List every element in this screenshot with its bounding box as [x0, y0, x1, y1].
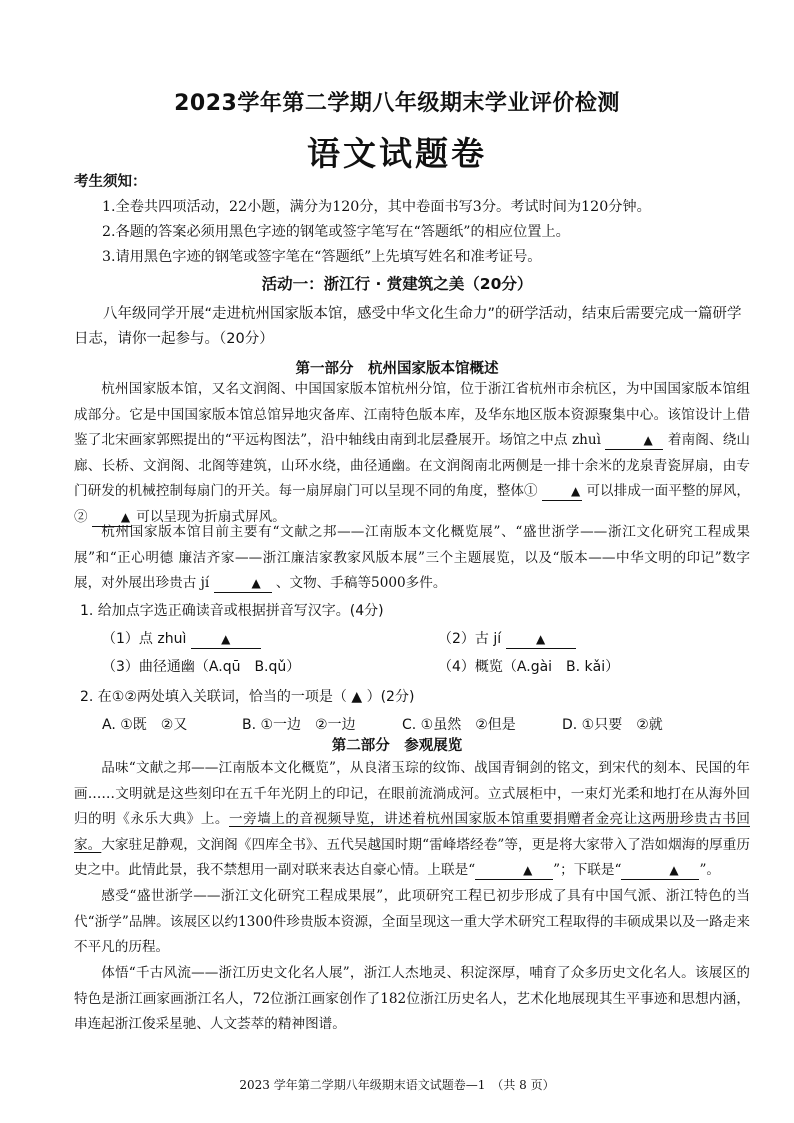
q1-row-2	[80, 653, 756, 681]
part1-p2-text-a: 杭州国家版本馆目前主要有“文献之邦——江南版本文化概览展”、“盛世浙学——浙江文化研究工程成果展”和“正心明德 廉洁齐家——浙江廉洁家教家风版本展”三个主题展览，以及“版本——中华文明的印记”数字展，对外展出珍贵古 jí	[74, 524, 750, 592]
question-1	[80, 597, 756, 739]
part2-p1-text-b: 大家驻足静观，文润阁《四库全书》、五代吴越国时期“雷峰塔经卷”等，更是将大家带入了浩如烟海的厚重历史之中。此情此景，我不禁想用一副对联来表达自豪心情。上联是“	[74, 836, 750, 879]
part1-p1-text-c: 可以排成一面平整的屏风，②	[74, 483, 751, 525]
answer-blank[interactable]	[506, 630, 576, 649]
activity1-intro: 八年级同学开展“走进杭州国家版本馆，感受中华文化生命力”的研学活动，结束后需要完成一篇研学日志，请你一起参与。（20分）	[74, 306, 742, 347]
part2-paragraph-3: 体悟“千古风流——浙江历史文化名人展”，浙江人杰地灵、积淀深厚，哺育了众多历史文化名人。该展区的特色是浙江画家画浙江名人，72位浙江画家创作了182位浙江历史名人，艺术化地展现其生平事迹和思想内涵，串连起浙江俊采星驰、人文荟萃的精神图谱。	[74, 965, 750, 1033]
notice-item: 3.请用黑色字迹的钢笔或签字笔在“答题纸”上先填写姓名和准考证号。	[102, 249, 542, 265]
answer-blank[interactable]	[605, 431, 663, 450]
page-footer: 2023 学年第二学期八年级期末语文试题卷—1 （共 8 页）	[239, 1078, 555, 1092]
q2-option-a[interactable]: A. ①既 ②又	[102, 717, 188, 733]
q1-item-2	[438, 625, 576, 653]
answer-blank[interactable]	[621, 861, 699, 880]
part2-p1-text-d: ”。	[699, 862, 720, 879]
q2-option-c[interactable]: C. ①虽然 ②但是	[402, 717, 516, 733]
part1-p1-text-b: 着南阁、绕山廊、长桥、文润阁、北阁等建筑，山环水绕，曲径通幽。在文润阁南北两侧是一排十余米的龙泉青瓷屏扇，由专门研发的机械控制每扇门的开关。每一扇屏扇门可以呈现不同的角度，整体①	[74, 432, 750, 500]
q1-item-3: （3）曲径通幽（A.qū B.qǔ）	[102, 659, 301, 675]
part1-p1-text-a: 杭州国家版本馆，又名文润阁、中国国家版本馆杭州分馆，位于浙江省杭州市余杭区，为中国国家版本馆组成部分。它是中国国家版本馆总馆异地灾备库、江南特色版本库，及华东地区版本资源聚集中心。该馆设计上借鉴了北宋画家郭熙提出的“平远构图法”，沿中轴线由南到北层叠展开。场馆之中点 zhuì	[74, 381, 750, 449]
part2-paragraph-1	[74, 756, 750, 884]
notice-item: 1.全卷共四项活动，22小题，满分为120分，其中卷面书写3分。考试时间为120分钟。	[102, 199, 651, 215]
part1-p2-text-b: 、文物、手稿等5000多件。	[275, 575, 447, 592]
triangle-icon: ▲	[643, 433, 653, 448]
triangle-icon: ▲	[523, 863, 533, 878]
q1-stem: 1. 给加点字选正确读音或根据拼音写汉字。(4分)	[80, 603, 384, 619]
triangle-icon: ▲	[251, 576, 261, 591]
notice-list	[74, 195, 750, 270]
notice-item: 2.各题的答案必须用黑色字迹的钢笔或签字笔写在“答题纸”的相应位置上。	[102, 224, 570, 240]
q2-option-b[interactable]: B. ①一边 ②一边	[242, 717, 356, 733]
part2-p1-text-c: ”；下联是“	[553, 862, 622, 879]
exam-subtitle: 语文试题卷	[307, 134, 487, 173]
exam-title: 2023学年第二学期八年级期末学业评价检测	[174, 91, 620, 116]
part2-title: 第二部分 参观展览	[331, 738, 463, 754]
q1-item-1	[80, 625, 438, 653]
q1-row-1	[80, 625, 756, 653]
q1-item-4: （4）概览（A.gài B. kǎi）	[438, 659, 620, 675]
answer-blank[interactable]	[475, 861, 553, 880]
answer-blank[interactable]	[191, 630, 261, 649]
part2-paragraph-2: 感受“盛世浙学——浙江文化研究工程成果展”，此项研究工程已初步形成了具有中国气派、浙江特色的当代“浙学”品牌。该展区以约1300件珍贵版本资源，全面呈现这一重大学术研究工程取得的丰硕成果以及一路走来不平凡的历程。	[74, 888, 750, 956]
part1-paragraph-2	[74, 520, 750, 597]
triangle-icon: ▲	[669, 863, 679, 878]
triangle-icon: ▲	[120, 509, 131, 524]
activity1-title: 活动一：浙江行 · 赏建筑之美（20分）	[261, 275, 533, 293]
part1-paragraph-1	[74, 377, 750, 531]
answer-blank[interactable]	[214, 574, 272, 593]
answer-blank[interactable]	[542, 482, 582, 501]
notice-heading: 考生须知：	[74, 174, 147, 190]
triangle-icon: ▲	[535, 632, 546, 646]
part1-p1-text-d: 可以呈现为折扇式屏风。	[136, 508, 286, 525]
q2-stem: 2. 在①②两处填入关联词，恰当的一项是（ ▲ ）(2分)	[80, 689, 415, 705]
underlined-sentence: 一旁墙上的音视频导览，讲述着杭州国家版本馆重要捐赠者金亮让这两册珍贵古书回家。	[74, 811, 750, 853]
triangle-icon: ▲	[221, 632, 231, 646]
part2-p1-text-a: 品味“文献之邦——江南版本文化概览”，从良渚玉琮的纹饰、战国青铜剑的铭文，到宋代的刻本、民国的年画……文明就是这些刻印在五千年光阴上的印记，在眼前流淌成河。立式展柜中，一束灯光柔和地打在从海外回归的明《永乐大典》上。	[74, 760, 750, 828]
q1-item-2-label: （2）古 jí	[438, 631, 502, 647]
q2-option-d[interactable]: D. ①只要 ②就	[562, 717, 663, 733]
part1-title: 第一部分 杭州国家版本馆概述	[295, 361, 499, 377]
triangle-icon: ▲	[571, 484, 581, 499]
q1-item-1-label: （1）点 zhuì	[102, 631, 187, 647]
